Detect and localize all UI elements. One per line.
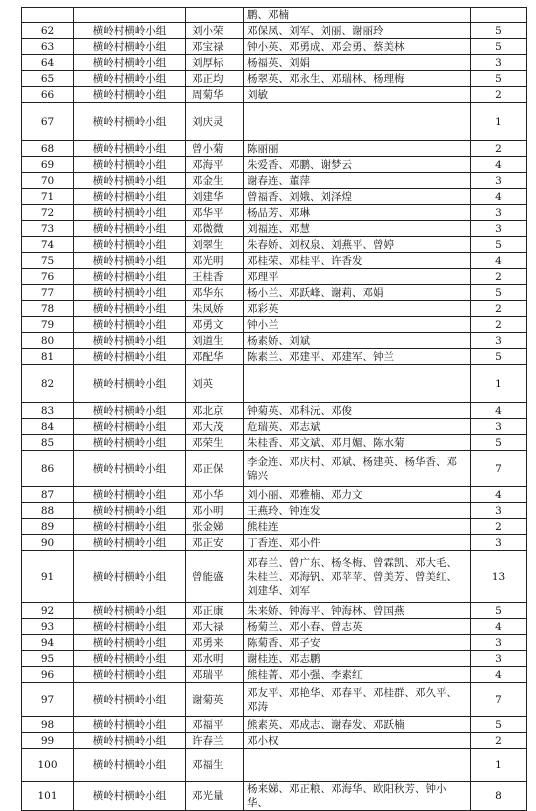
household-head: 邓大茂 <box>186 419 244 435</box>
group-name: 横岭村横岭小组 <box>74 157 186 173</box>
group-name: 横岭村横岭小组 <box>74 87 186 103</box>
household-members: 钟菊英、邓科沅、邓俊 <box>244 403 471 419</box>
member-count: 5 <box>471 717 527 733</box>
member-count: 2 <box>471 269 527 285</box>
row-number: 87 <box>22 487 74 503</box>
member-count: 7 <box>471 451 527 487</box>
household-members <box>244 749 471 782</box>
household-members: 杨菊兰、邓小春、曾志英 <box>244 619 471 635</box>
household-members: 谢桂连、邓志鹏 <box>244 651 471 667</box>
household-members: 邓彩英 <box>244 301 471 317</box>
household-head: 邓正安 <box>186 535 244 551</box>
member-count: 5 <box>471 23 527 39</box>
household-head: 邓福平 <box>186 717 244 733</box>
table-row <box>22 71 527 87</box>
row-number: 78 <box>22 301 74 317</box>
row-number: 98 <box>22 717 74 733</box>
member-count: 3 <box>471 503 527 519</box>
household-head: 刘庆灵 <box>186 103 244 141</box>
member-count: 4 <box>471 619 527 635</box>
table-row <box>22 173 527 189</box>
group-name: 横岭村横岭小组 <box>74 103 186 141</box>
household-members: 鹏、邓楠 <box>244 8 471 23</box>
table-row <box>22 349 527 365</box>
member-count: 2 <box>471 141 527 157</box>
table-row <box>22 551 527 603</box>
row-number: 92 <box>22 603 74 619</box>
household-members: 邓友平、邓艳华、邓春平、邓桂群、邓久平、邓涛 <box>244 683 471 717</box>
table-row <box>22 365 527 403</box>
table-row <box>22 157 527 173</box>
table-row <box>22 103 527 141</box>
member-count: 8 <box>471 782 527 811</box>
group-name: 横岭村横岭小组 <box>74 333 186 349</box>
household-head: 邓水明 <box>186 651 244 667</box>
table-row <box>22 419 527 435</box>
member-count: 4 <box>471 253 527 269</box>
group-name: 横岭村横岭小组 <box>74 317 186 333</box>
row-number: 67 <box>22 103 74 141</box>
group-name: 横岭村横岭小组 <box>74 23 186 39</box>
household-members: 杨素娇、刘斌 <box>244 333 471 349</box>
household-table <box>21 7 527 811</box>
group-name: 横岭村横岭小组 <box>74 733 186 749</box>
household-members: 曾福香、刘娥、刘泽煌 <box>244 189 471 205</box>
table-row <box>22 535 527 551</box>
table-row <box>22 451 527 487</box>
member-count: 5 <box>471 349 527 365</box>
household-head: 邓正保 <box>186 451 244 487</box>
table-row <box>22 749 527 782</box>
household-members: 危瑞英、邓志斌 <box>244 419 471 435</box>
group-name: 横岭村横岭小组 <box>74 237 186 253</box>
household-head: 周菊华 <box>186 87 244 103</box>
table-row <box>22 503 527 519</box>
member-count: 2 <box>471 317 527 333</box>
household-members: 王燕玲、钟连发 <box>244 503 471 519</box>
row-number: 73 <box>22 221 74 237</box>
row-number: 64 <box>22 55 74 71</box>
row-number: 89 <box>22 519 74 535</box>
group-name: 横岭村横岭小组 <box>74 651 186 667</box>
group-name: 横岭村横岭小组 <box>74 487 186 503</box>
household-members: 丁香连、邓小件 <box>244 535 471 551</box>
group-name: 横岭村横岭小组 <box>74 749 186 782</box>
household-members: 熊桂菁、邓小强、李素红 <box>244 667 471 683</box>
row-number: 80 <box>22 333 74 349</box>
row-number: 68 <box>22 141 74 157</box>
group-name: 横岭村横岭小组 <box>74 535 186 551</box>
table-row <box>22 619 527 635</box>
group-name: 横岭村横岭小组 <box>74 717 186 733</box>
group-name: 横岭村横岭小组 <box>74 435 186 451</box>
member-count: 2 <box>471 301 527 317</box>
row-number: 75 <box>22 253 74 269</box>
table-row <box>22 603 527 619</box>
group-name: 横岭村横岭小组 <box>74 683 186 717</box>
household-members: 谢春连、董萍 <box>244 173 471 189</box>
row-number: 93 <box>22 619 74 635</box>
member-count: 4 <box>471 667 527 683</box>
member-count: 1 <box>471 365 527 403</box>
row-number: 88 <box>22 503 74 519</box>
household-head: 刘英 <box>186 365 244 403</box>
household-head: 许春兰 <box>186 733 244 749</box>
row-number: 71 <box>22 189 74 205</box>
row-number: 84 <box>22 419 74 435</box>
row-number: 86 <box>22 451 74 487</box>
row-number: 90 <box>22 535 74 551</box>
table-row <box>22 733 527 749</box>
row-number: 85 <box>22 435 74 451</box>
household-members: 邓理平 <box>244 269 471 285</box>
group-name: 横岭村横岭小组 <box>74 603 186 619</box>
member-count: 1 <box>471 103 527 141</box>
household-members: 刘福连、邓慧 <box>244 221 471 237</box>
table-row <box>22 8 527 23</box>
household-members: 钟小英、邓勇成、邓会勇、蔡美林 <box>244 39 471 55</box>
table-row <box>22 667 527 683</box>
row-number: 76 <box>22 269 74 285</box>
household-members: 刘敏 <box>244 87 471 103</box>
group-name: 横岭村横岭小组 <box>74 635 186 651</box>
group-name: 横岭村横岭小组 <box>74 141 186 157</box>
group-name: 横岭村横岭小组 <box>74 619 186 635</box>
group-name: 横岭村横岭小组 <box>74 551 186 603</box>
group-name: 横岭村横岭小组 <box>74 519 186 535</box>
row-number: 62 <box>22 23 74 39</box>
household-members: 陈菊香、邓子安 <box>244 635 471 651</box>
group-name: 横岭村横岭小组 <box>74 189 186 205</box>
table-row <box>22 635 527 651</box>
table-row <box>22 55 527 71</box>
member-count: 2 <box>471 519 527 535</box>
household-members: 陈丽丽 <box>244 141 471 157</box>
member-count: 1 <box>471 749 527 782</box>
household-head: 曾小菊 <box>186 141 244 157</box>
household-head: 邓大禄 <box>186 619 244 635</box>
table-row <box>22 333 527 349</box>
household-members: 邓保凤、刘军、刘丽、谢丽玲 <box>244 23 471 39</box>
table-row <box>22 317 527 333</box>
household-head: 邓荣生 <box>186 435 244 451</box>
household-members: 刘小丽、邓雅楠、邓力文 <box>244 487 471 503</box>
table-row <box>22 189 527 205</box>
table-row <box>22 141 527 157</box>
table-row <box>22 285 527 301</box>
row-number: 81 <box>22 349 74 365</box>
household-head: 曾能盛 <box>186 551 244 603</box>
household-head: 邓瑞平 <box>186 667 244 683</box>
row-number: 66 <box>22 87 74 103</box>
member-count: 3 <box>471 419 527 435</box>
member-count: 3 <box>471 221 527 237</box>
household-members: 朱春娇、刘权泉、刘燕平、曾婷 <box>244 237 471 253</box>
household-members: 杨小兰、邓跃峰、谢莉、邓娟 <box>244 285 471 301</box>
group-name: 横岭村横岭小组 <box>74 667 186 683</box>
household-head: 谢菊英 <box>186 683 244 717</box>
member-count: 4 <box>471 487 527 503</box>
table-row <box>22 435 527 451</box>
household-head: 邓小华 <box>186 487 244 503</box>
table-row <box>22 269 527 285</box>
group-name: 横岭村横岭小组 <box>74 419 186 435</box>
row-number: 79 <box>22 317 74 333</box>
member-count: 3 <box>471 635 527 651</box>
row-number: 94 <box>22 635 74 651</box>
household-head <box>186 8 244 23</box>
row-number: 101 <box>22 782 74 811</box>
table-row <box>22 39 527 55</box>
household-head: 邓华平 <box>186 205 244 221</box>
member-count <box>471 8 527 23</box>
household-members: 朱来娇、钟海平、钟海林、曾国燕 <box>244 603 471 619</box>
member-count: 4 <box>471 403 527 419</box>
member-count: 5 <box>471 603 527 619</box>
household-head: 邓勇来 <box>186 635 244 651</box>
household-head: 邓华东 <box>186 285 244 301</box>
household-members: 邓桂荣、邓桂平、许香发 <box>244 253 471 269</box>
table-row <box>22 717 527 733</box>
household-head: 邓微微 <box>186 221 244 237</box>
table-body <box>22 8 527 811</box>
group-name <box>74 8 186 23</box>
household-members: 杨品芳、邓琳 <box>244 205 471 221</box>
household-members: 熊桂连 <box>244 519 471 535</box>
household-members: 杨福英、刘娟 <box>244 55 471 71</box>
member-count: 3 <box>471 651 527 667</box>
household-head: 邓光明 <box>186 253 244 269</box>
household-head: 刘道生 <box>186 333 244 349</box>
member-count: 3 <box>471 205 527 221</box>
row-number: 74 <box>22 237 74 253</box>
household-head: 邓金生 <box>186 173 244 189</box>
row-number: 99 <box>22 733 74 749</box>
group-name: 横岭村横岭小组 <box>74 71 186 87</box>
member-count: 4 <box>471 157 527 173</box>
member-count: 3 <box>471 173 527 189</box>
table-row <box>22 487 527 503</box>
household-members: 陈素兰、邓建平、邓建军、钟兰 <box>244 349 471 365</box>
household-members: 朱桂香、邓文斌、邓月媚、陈水菊 <box>244 435 471 451</box>
household-members: 朱爱香、邓鹏、谢梦云 <box>244 157 471 173</box>
member-count: 5 <box>471 71 527 87</box>
group-name: 横岭村横岭小组 <box>74 365 186 403</box>
table-row <box>22 403 527 419</box>
member-count: 2 <box>471 733 527 749</box>
row-number: 65 <box>22 71 74 87</box>
group-name: 横岭村横岭小组 <box>74 173 186 189</box>
household-head: 邓福生 <box>186 749 244 782</box>
member-count: 5 <box>471 435 527 451</box>
table-row <box>22 651 527 667</box>
group-name: 横岭村横岭小组 <box>74 301 186 317</box>
table-row <box>22 253 527 269</box>
household-members: 邓春兰、曾广东、杨冬梅、曾霖凯、邓大毛、朱桂兰、邓海钒、邓苹苹、曾美芳、曾美红、刘建华、刘军 <box>244 551 471 603</box>
group-name: 横岭村横岭小组 <box>74 349 186 365</box>
table-row <box>22 205 527 221</box>
row-number: 77 <box>22 285 74 301</box>
household-head: 刘翠生 <box>186 237 244 253</box>
row-number: 100 <box>22 749 74 782</box>
household-members: 邓小权 <box>244 733 471 749</box>
row-number: 69 <box>22 157 74 173</box>
row-number: 63 <box>22 39 74 55</box>
household-members: 杨来娣、邓正粮、邓海华、欧阳秋芳、钟小华、 <box>244 782 471 811</box>
group-name: 横岭村横岭小组 <box>74 221 186 237</box>
household-head: 邓海平 <box>186 157 244 173</box>
member-count: 5 <box>471 39 527 55</box>
household-members <box>244 103 471 141</box>
table-row <box>22 683 527 717</box>
group-name: 横岭村横岭小组 <box>74 285 186 301</box>
row-number: 91 <box>22 551 74 603</box>
row-number <box>22 8 74 23</box>
table-row <box>22 237 527 253</box>
group-name: 横岭村横岭小组 <box>74 451 186 487</box>
table-row <box>22 221 527 237</box>
table-row <box>22 519 527 535</box>
group-name: 横岭村横岭小组 <box>74 782 186 811</box>
group-name: 横岭村横岭小组 <box>74 503 186 519</box>
household-head: 邓宝禄 <box>186 39 244 55</box>
household-members: 熊素英、邓成志、谢春发、邓跃楠 <box>244 717 471 733</box>
table-row <box>22 782 527 811</box>
household-head: 邓正康 <box>186 603 244 619</box>
household-head: 邓小明 <box>186 503 244 519</box>
member-count: 5 <box>471 237 527 253</box>
household-head: 刘建华 <box>186 189 244 205</box>
member-count: 13 <box>471 551 527 603</box>
table-row <box>22 87 527 103</box>
household-head: 邓北京 <box>186 403 244 419</box>
row-number: 72 <box>22 205 74 221</box>
row-number: 82 <box>22 365 74 403</box>
row-number: 96 <box>22 667 74 683</box>
household-head: 王桂香 <box>186 269 244 285</box>
member-count: 7 <box>471 683 527 717</box>
table-row <box>22 23 527 39</box>
household-members: 钟小兰 <box>244 317 471 333</box>
household-members: 李金连、邓庆村、邓斌、杨建英、杨华香、邓锦兴 <box>244 451 471 487</box>
table-row <box>22 301 527 317</box>
household-head: 邓正均 <box>186 71 244 87</box>
group-name: 横岭村横岭小组 <box>74 55 186 71</box>
household-head: 张金娣 <box>186 519 244 535</box>
member-count: 3 <box>471 55 527 71</box>
household-members <box>244 365 471 403</box>
group-name: 横岭村横岭小组 <box>74 403 186 419</box>
group-name: 横岭村横岭小组 <box>74 205 186 221</box>
household-head: 邓勇文 <box>186 317 244 333</box>
row-number: 97 <box>22 683 74 717</box>
row-number: 83 <box>22 403 74 419</box>
member-count: 2 <box>471 87 527 103</box>
member-count: 5 <box>471 285 527 301</box>
household-head: 刘厚标 <box>186 55 244 71</box>
household-head: 朱凤娇 <box>186 301 244 317</box>
household-members: 杨翠英、邓永生、邓瑞林、杨理梅 <box>244 71 471 87</box>
group-name: 横岭村横岭小组 <box>74 253 186 269</box>
group-name: 横岭村横岭小组 <box>74 39 186 55</box>
member-count: 3 <box>471 535 527 551</box>
household-head: 刘小荣 <box>186 23 244 39</box>
row-number: 70 <box>22 173 74 189</box>
group-name: 横岭村横岭小组 <box>74 269 186 285</box>
member-count: 4 <box>471 189 527 205</box>
member-count: 3 <box>471 333 527 349</box>
household-head: 邓光量 <box>186 782 244 811</box>
row-number: 95 <box>22 651 74 667</box>
household-head: 邓配华 <box>186 349 244 365</box>
